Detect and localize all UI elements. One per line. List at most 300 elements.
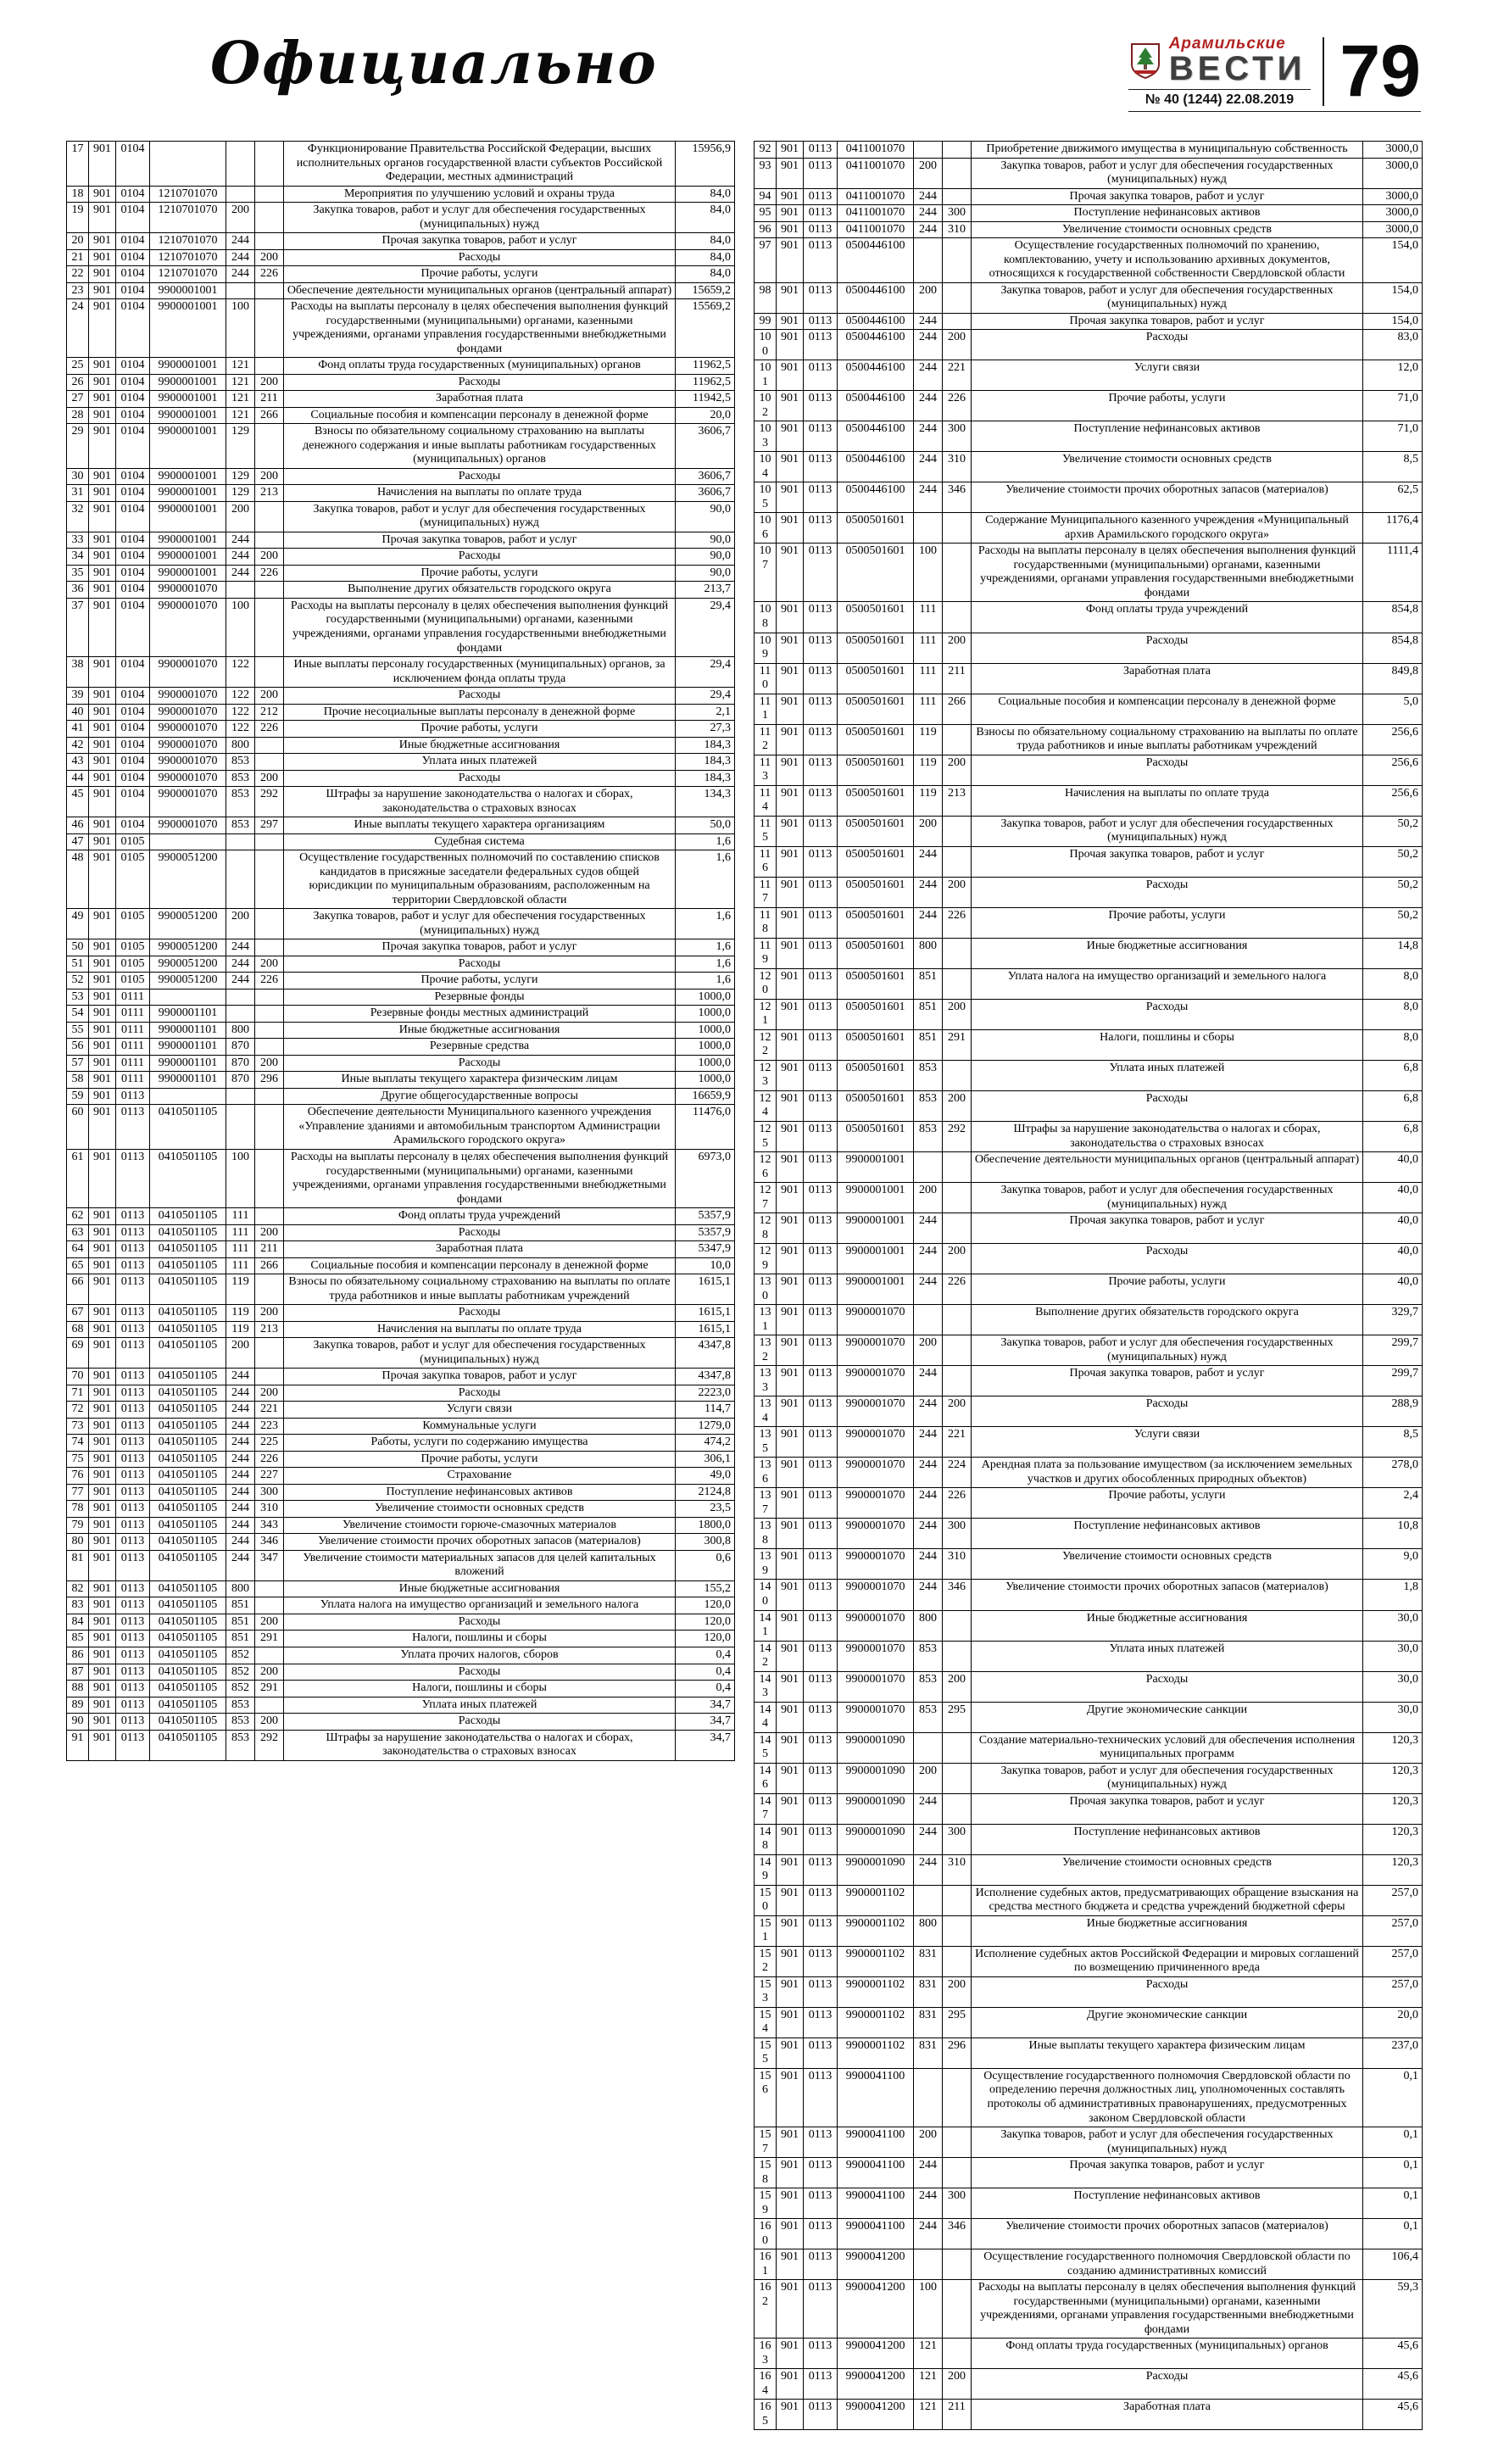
cell-kosgu: 291 (255, 1631, 284, 1647)
cell-section-code: 0104 (116, 582, 150, 599)
cell-expense-type: 800 (914, 1915, 943, 1946)
cell-section-code: 0113 (116, 1484, 150, 1501)
cell-row-number: 120 (755, 968, 777, 999)
cell-expense-type: 244 (914, 1519, 943, 1549)
cell-name: Расходы (284, 249, 676, 266)
cell-expense-type: 121 (226, 407, 255, 424)
cell-section-code: 0104 (116, 249, 150, 266)
cell-target-article: 0410501105 (150, 1305, 226, 1322)
cell-target-article: 9900001102 (838, 1915, 914, 1946)
cell-grbs-code: 901 (777, 1824, 804, 1854)
cell-kosgu: 211 (943, 2400, 972, 2430)
cell-expense-type: 121 (914, 2400, 943, 2430)
cell-target-article: 9900001001 (150, 565, 226, 582)
cell-amount: 1800,0 (676, 1517, 735, 1534)
cell-row-number: 73 (67, 1418, 89, 1435)
cell-amount: 1,6 (676, 956, 735, 973)
cell-section-code: 0104 (116, 203, 150, 233)
cell-target-article: 0500446100 (838, 391, 914, 421)
cell-kosgu (943, 1183, 972, 1213)
cell-grbs-code: 901 (89, 1714, 116, 1731)
cell-grbs-code: 901 (89, 850, 116, 909)
cell-section-code: 0104 (116, 657, 150, 688)
cell-grbs-code: 901 (89, 1597, 116, 1614)
cell-row-number: 121 (755, 999, 777, 1029)
table-row (755, 602, 1423, 633)
cell-target-article: 9900051200 (150, 909, 226, 939)
cell-grbs-code: 901 (777, 2400, 804, 2430)
cell-section-code: 0113 (804, 1213, 838, 1244)
cell-amount: 0,1 (1363, 2219, 1423, 2249)
cell-name: Иные бюджетные ассигнования (284, 1022, 676, 1039)
cell-section-code: 0113 (804, 2280, 838, 2339)
cell-expense-type: 129 (226, 485, 255, 502)
cell-amount: 50,2 (1363, 816, 1423, 846)
cell-target-article: 9900001001 (150, 299, 226, 358)
cell-section-code: 0113 (804, 1580, 838, 1610)
cell-expense-type: 111 (914, 694, 943, 724)
cell-expense-type: 853 (914, 1641, 943, 1671)
cell-row-number: 164 (755, 2369, 777, 2400)
cell-expense-type: 244 (914, 360, 943, 391)
cell-name: Расходы (284, 1614, 676, 1631)
cell-expense-type (914, 513, 943, 544)
cell-row-number: 51 (67, 956, 89, 973)
table-row (67, 1730, 735, 1760)
cell-target-article: 0411001070 (838, 188, 914, 205)
cell-section-code: 0104 (116, 770, 150, 787)
cell-grbs-code: 901 (777, 1244, 804, 1274)
cell-target-article: 9900001001 (838, 1152, 914, 1183)
cell-kosgu: 296 (943, 2038, 972, 2068)
cell-name: Закупка товаров, работ и услуг для обеспечения государственных (муниципальных) нужд (972, 158, 1363, 188)
cell-target-article: 0500446100 (838, 330, 914, 360)
cell-section-code: 0104 (116, 565, 150, 582)
cell-kosgu (943, 158, 972, 188)
cell-target-article: 0500446100 (838, 360, 914, 391)
cell-expense-type: 831 (914, 1976, 943, 2007)
cell-name: Штрафы за нарушение законодательства о налогах и сборах, законодательства о страховых взносах (284, 1730, 676, 1760)
cell-expense-type: 200 (914, 1183, 943, 1213)
cell-kosgu: 211 (255, 391, 284, 408)
table-row (67, 266, 735, 283)
cell-name: Резервные средства (284, 1039, 676, 1056)
table-row (755, 421, 1423, 452)
cell-expense-type: 200 (914, 816, 943, 846)
cell-target-article: 0410501105 (150, 1534, 226, 1551)
cell-amount: 15569,2 (676, 299, 735, 358)
cell-name: Закупка товаров, работ и услуг для обеспечения государственных (муниципальных) нужд (972, 282, 1363, 313)
cell-kosgu: 226 (943, 907, 972, 938)
cell-row-number: 136 (755, 1458, 777, 1488)
cell-kosgu: 343 (255, 1517, 284, 1534)
cell-target-article: 0500501601 (838, 877, 914, 907)
cell-grbs-code: 901 (89, 989, 116, 1006)
cell-row-number: 102 (755, 391, 777, 421)
table-row (755, 1029, 1423, 1060)
cell-section-code: 0113 (804, 724, 838, 755)
cell-kosgu (943, 1885, 972, 1915)
cell-kosgu: 200 (255, 1664, 284, 1681)
cell-amount: 10,0 (676, 1257, 735, 1274)
cell-name: Расходы (284, 956, 676, 973)
cell-grbs-code: 901 (777, 633, 804, 663)
cell-section-code: 0113 (804, 158, 838, 188)
cell-kosgu: 226 (255, 721, 284, 738)
cell-kosgu (943, 846, 972, 877)
cell-grbs-code: 901 (777, 602, 804, 633)
cell-row-number: 89 (67, 1697, 89, 1714)
cell-target-article: 0500501601 (838, 544, 914, 602)
cell-target-article: 0500501601 (838, 724, 914, 755)
cell-expense-type: 111 (226, 1241, 255, 1258)
cell-kosgu: 266 (943, 694, 972, 724)
cell-target-article: 0410501105 (150, 1257, 226, 1274)
table-row (67, 1631, 735, 1647)
cell-grbs-code: 901 (777, 513, 804, 544)
cell-name: Увеличение стоимости основных средств (972, 1854, 1363, 1885)
cell-target-article: 9900001001 (838, 1274, 914, 1305)
cell-target-article: 9900001070 (838, 1671, 914, 1702)
cell-amount: 90,0 (676, 532, 735, 549)
cell-kosgu (943, 1060, 972, 1090)
cell-kosgu: 310 (943, 221, 972, 238)
cell-kosgu: 292 (255, 787, 284, 817)
cell-row-number: 31 (67, 485, 89, 502)
cell-kosgu: 200 (255, 1224, 284, 1241)
cell-kosgu (255, 358, 284, 375)
cell-row-number: 131 (755, 1305, 777, 1335)
cell-row-number: 54 (67, 1006, 89, 1023)
cell-row-number: 70 (67, 1369, 89, 1385)
cell-section-code: 0113 (116, 1451, 150, 1468)
cell-section-code: 0113 (804, 544, 838, 602)
cell-kosgu (255, 1150, 284, 1208)
cell-target-article: 9900041200 (838, 2369, 914, 2400)
cell-row-number: 75 (67, 1451, 89, 1468)
cell-amount: 59,3 (1363, 2280, 1423, 2339)
cell-kosgu (943, 602, 972, 633)
cell-kosgu: 300 (943, 205, 972, 222)
cell-name: Прочая закупка товаров, работ и услуг (284, 233, 676, 250)
cell-amount: 84,0 (676, 266, 735, 283)
cell-amount: 1279,0 (676, 1418, 735, 1435)
cell-expense-type: 200 (914, 282, 943, 313)
cell-name: Начисления на выплаты по оплате труда (284, 1321, 676, 1338)
cell-grbs-code: 901 (777, 1549, 804, 1580)
cell-section-code: 0113 (116, 1435, 150, 1452)
cell-kosgu: 200 (255, 1614, 284, 1631)
cell-name: Фонд оплаты труда учреждений (284, 1208, 676, 1225)
table-row (67, 1468, 735, 1485)
table-row (67, 1224, 735, 1241)
cell-kosgu (255, 299, 284, 358)
cell-kosgu (943, 2339, 972, 2369)
cell-target-article: 0410501105 (150, 1730, 226, 1760)
cell-name: Начисления на выплаты по оплате труда (284, 485, 676, 502)
cell-grbs-code: 901 (89, 1274, 116, 1305)
cell-row-number: 85 (67, 1631, 89, 1647)
cell-name: Поступление нефинансовых активов (972, 2188, 1363, 2219)
table-row (755, 1366, 1423, 1396)
cell-name: Услуги связи (972, 1427, 1363, 1458)
cell-name: Увеличение стоимости основных средств (284, 1501, 676, 1518)
cell-grbs-code: 901 (777, 1458, 804, 1488)
table-row (755, 2127, 1423, 2158)
cell-target-article: 0500446100 (838, 282, 914, 313)
cell-row-number: 123 (755, 1060, 777, 1090)
table-row (67, 1418, 735, 1435)
cell-kosgu: 300 (943, 421, 972, 452)
cell-expense-type (914, 2068, 943, 2127)
cell-row-number: 114 (755, 785, 777, 816)
cell-name: Закупка товаров, работ и услуг для обеспечения государственных (муниципальных) нужд (972, 1335, 1363, 1366)
cell-amount: 40,0 (1363, 1244, 1423, 1274)
cell-target-article: 0500446100 (838, 421, 914, 452)
cell-section-code: 0104 (116, 754, 150, 771)
cell-expense-type: 129 (226, 424, 255, 469)
cell-expense-type (226, 833, 255, 850)
cell-name: Увеличение стоимости горюче-смазочных материалов (284, 1517, 676, 1534)
cell-expense-type: 121 (914, 2339, 943, 2369)
table-row (67, 1022, 735, 1039)
cell-section-code: 0104 (116, 299, 150, 358)
cell-name: Фонд оплаты труда государственных (муниципальных) органов (972, 2339, 1363, 2369)
cell-amount: 30,0 (1363, 1610, 1423, 1641)
cell-row-number: 141 (755, 1610, 777, 1641)
cell-target-article: 9900001070 (838, 1335, 914, 1366)
cell-row-number: 127 (755, 1183, 777, 1213)
table-row (67, 598, 735, 656)
cell-name: Расходы (284, 1385, 676, 1402)
cell-expense-type: 244 (914, 1213, 943, 1244)
cell-expense-type: 851 (226, 1614, 255, 1631)
cell-expense-type: 870 (226, 1072, 255, 1089)
table-row (755, 2369, 1423, 2400)
cell-expense-type: 853 (914, 1702, 943, 1732)
cell-grbs-code: 901 (89, 1664, 116, 1681)
cell-section-code: 0113 (804, 968, 838, 999)
cell-name: Прочие работы, услуги (284, 565, 676, 582)
table-row (755, 1183, 1423, 1213)
cell-name: Расходы на выплаты персоналу в целях обеспечения выполнения функций государственными (муниципальными) органами, казенными учреждениями, органами управления государственными внебюджетными фондами (972, 544, 1363, 602)
cell-kosgu: 300 (943, 2188, 972, 2219)
cell-name: Резервные фонды местных администраций (284, 1006, 676, 1023)
cell-name: Прочая закупка товаров, работ и услуг (972, 1366, 1363, 1396)
table-row (755, 1549, 1423, 1580)
cell-kosgu: 200 (255, 1055, 284, 1072)
cell-grbs-code: 901 (777, 2369, 804, 2400)
cell-grbs-code: 901 (89, 1435, 116, 1452)
table-row (755, 1274, 1423, 1305)
cell-expense-type: 244 (914, 1366, 943, 1396)
cell-amount: 84,0 (676, 203, 735, 233)
cell-target-article: 0411001070 (838, 221, 914, 238)
cell-name: Прочая закупка товаров, работ и услуг (284, 532, 676, 549)
cell-section-code: 0113 (804, 1060, 838, 1090)
cell-kosgu: 295 (943, 2007, 972, 2038)
page-header (66, 30, 1421, 127)
cell-section-code: 0113 (804, 907, 838, 938)
cell-expense-type: 200 (914, 1763, 943, 1793)
cell-name: Увеличение стоимости прочих оборотных запасов (материалов) (972, 2219, 1363, 2249)
cell-row-number: 43 (67, 754, 89, 771)
cell-row-number: 61 (67, 1150, 89, 1208)
cell-section-code: 0113 (804, 1152, 838, 1183)
cell-expense-type: 244 (226, 565, 255, 582)
cell-amount: 71,0 (1363, 391, 1423, 421)
cell-row-number: 66 (67, 1274, 89, 1305)
cell-section-code: 0113 (116, 1257, 150, 1274)
cell-amount: 2223,0 (676, 1385, 735, 1402)
cell-expense-type (226, 142, 255, 187)
table-row (67, 186, 735, 203)
cell-name: Страхование (284, 1468, 676, 1485)
cell-kosgu (943, 1305, 972, 1335)
cell-row-number: 133 (755, 1366, 777, 1396)
cell-section-code: 0113 (804, 1366, 838, 1396)
cell-grbs-code: 901 (89, 956, 116, 973)
cell-row-number: 128 (755, 1213, 777, 1244)
cell-expense-type (226, 186, 255, 203)
cell-target-article: 9900001070 (150, 721, 226, 738)
cell-target-article: 0410501105 (150, 1501, 226, 1518)
cell-grbs-code: 901 (89, 939, 116, 956)
cell-expense-type: 111 (914, 633, 943, 663)
cell-kosgu (255, 754, 284, 771)
cell-grbs-code: 901 (777, 1854, 804, 1885)
cell-grbs-code: 901 (777, 877, 804, 907)
cell-target-article: 9900001070 (838, 1366, 914, 1396)
table-row (67, 817, 735, 834)
cell-name: Поступление нефинансовых активов (284, 1484, 676, 1501)
cell-amount: 0,4 (676, 1664, 735, 1681)
cell-grbs-code: 901 (89, 582, 116, 599)
cell-row-number: 100 (755, 330, 777, 360)
cell-amount: 120,0 (676, 1614, 735, 1631)
cell-kosgu: 346 (943, 1580, 972, 1610)
cell-expense-type: 200 (226, 501, 255, 532)
cell-amount: 237,0 (1363, 2038, 1423, 2068)
cell-amount: 120,3 (1363, 1763, 1423, 1793)
cell-amount: 8,5 (1363, 1427, 1423, 1458)
cell-kosgu: 200 (255, 468, 284, 485)
cell-row-number: 157 (755, 2127, 777, 2158)
cell-row-number: 68 (67, 1321, 89, 1338)
masthead-left (1128, 36, 1312, 108)
cell-name: Увеличение стоимости основных средств (972, 1549, 1363, 1580)
cell-amount: 155,2 (676, 1580, 735, 1597)
cell-name: Прочая закупка товаров, работ и услуг (284, 1369, 676, 1385)
cell-target-article: 0500501601 (838, 816, 914, 846)
cell-expense-type (914, 1305, 943, 1335)
cell-section-code: 0113 (804, 1702, 838, 1732)
cell-amount: 11476,0 (676, 1105, 735, 1150)
cell-row-number: 22 (67, 266, 89, 283)
cell-kosgu: 226 (943, 391, 972, 421)
brand-name-bottom: ВЕСТИ (1168, 50, 1306, 87)
table-row (67, 203, 735, 233)
cell-row-number: 105 (755, 482, 777, 513)
cell-kosgu (943, 1915, 972, 1946)
cell-section-code: 0113 (116, 1338, 150, 1369)
cell-name: Осуществление государственного полномочия Свердловской области по созданию административных комиссий (972, 2249, 1363, 2280)
cell-amount: 256,6 (1363, 755, 1423, 785)
cell-target-article: 0410501105 (150, 1664, 226, 1681)
cell-name: Поступление нефинансовых активов (972, 421, 1363, 452)
cell-row-number: 122 (755, 1029, 777, 1060)
cell-amount: 1615,1 (676, 1274, 735, 1305)
cell-target-article: 1210701070 (150, 249, 226, 266)
cell-kosgu: 291 (255, 1681, 284, 1697)
cell-expense-type: 244 (226, 249, 255, 266)
cell-row-number: 162 (755, 2280, 777, 2339)
cell-expense-type: 800 (226, 737, 255, 754)
cell-section-code: 0113 (804, 633, 838, 663)
cell-expense-type: 831 (914, 2007, 943, 2038)
cell-amount: 114,7 (676, 1402, 735, 1419)
table-row (67, 1072, 735, 1089)
cell-amount: 299,7 (1363, 1335, 1423, 1366)
cell-kosgu (255, 1697, 284, 1714)
cell-section-code: 0113 (116, 1418, 150, 1435)
table-row (755, 663, 1423, 694)
cell-target-article (150, 989, 226, 1006)
cell-section-code: 0113 (116, 1534, 150, 1551)
cell-name: Расходы (972, 1671, 1363, 1702)
cell-name: Расходы (972, 2369, 1363, 2400)
cell-grbs-code: 901 (89, 1072, 116, 1089)
cell-expense-type: 244 (226, 1550, 255, 1580)
cell-target-article: 9900001090 (838, 1824, 914, 1854)
cell-grbs-code: 901 (777, 1305, 804, 1335)
cell-amount: 40,0 (1363, 1274, 1423, 1305)
cell-section-code: 0113 (116, 1241, 150, 1258)
cell-target-article: 0500501601 (838, 513, 914, 544)
cell-amount: 278,0 (1363, 1458, 1423, 1488)
cell-amount: 854,8 (1363, 602, 1423, 633)
table-row (67, 704, 735, 721)
cell-expense-type: 122 (226, 657, 255, 688)
cell-amount: 6973,0 (676, 1150, 735, 1208)
cell-expense-type: 800 (226, 1580, 255, 1597)
cell-expense-type: 852 (226, 1681, 255, 1697)
cell-section-code: 0113 (804, 1946, 838, 1976)
cell-grbs-code: 901 (777, 1396, 804, 1427)
cell-section-code: 0111 (116, 1006, 150, 1023)
table-row (67, 282, 735, 299)
cell-name: Исполнение судебных актов Российской Федерации и мировых соглашений по возмещению причиненного вреда (972, 1946, 1363, 1976)
cell-target-article: 9900001102 (838, 2038, 914, 2068)
cell-name: Закупка товаров, работ и услуг для обеспечения государственных (муниципальных) нужд (972, 1763, 1363, 1793)
cell-amount: 84,0 (676, 186, 735, 203)
cell-expense-type: 244 (226, 1534, 255, 1551)
cell-section-code: 0113 (804, 2219, 838, 2249)
cell-name: Расходы на выплаты персоналу в целях обеспечения выполнения функций государственными (муниципальными) органами, казенными учреждениями, органами управления государственными внебюджетными фондами (284, 598, 676, 656)
cell-section-code: 0113 (116, 1664, 150, 1681)
cell-section-code: 0113 (804, 2068, 838, 2127)
cell-row-number: 158 (755, 2158, 777, 2188)
cell-amount: 184,3 (676, 754, 735, 771)
cell-target-article: 0410501105 (150, 1402, 226, 1419)
cell-target-article: 0500446100 (838, 452, 914, 482)
cell-amount: 120,3 (1363, 1793, 1423, 1824)
table-row (755, 513, 1423, 544)
cell-grbs-code: 901 (777, 282, 804, 313)
cell-grbs-code: 901 (89, 549, 116, 566)
cell-grbs-code: 901 (89, 721, 116, 738)
cell-kosgu: 200 (255, 956, 284, 973)
